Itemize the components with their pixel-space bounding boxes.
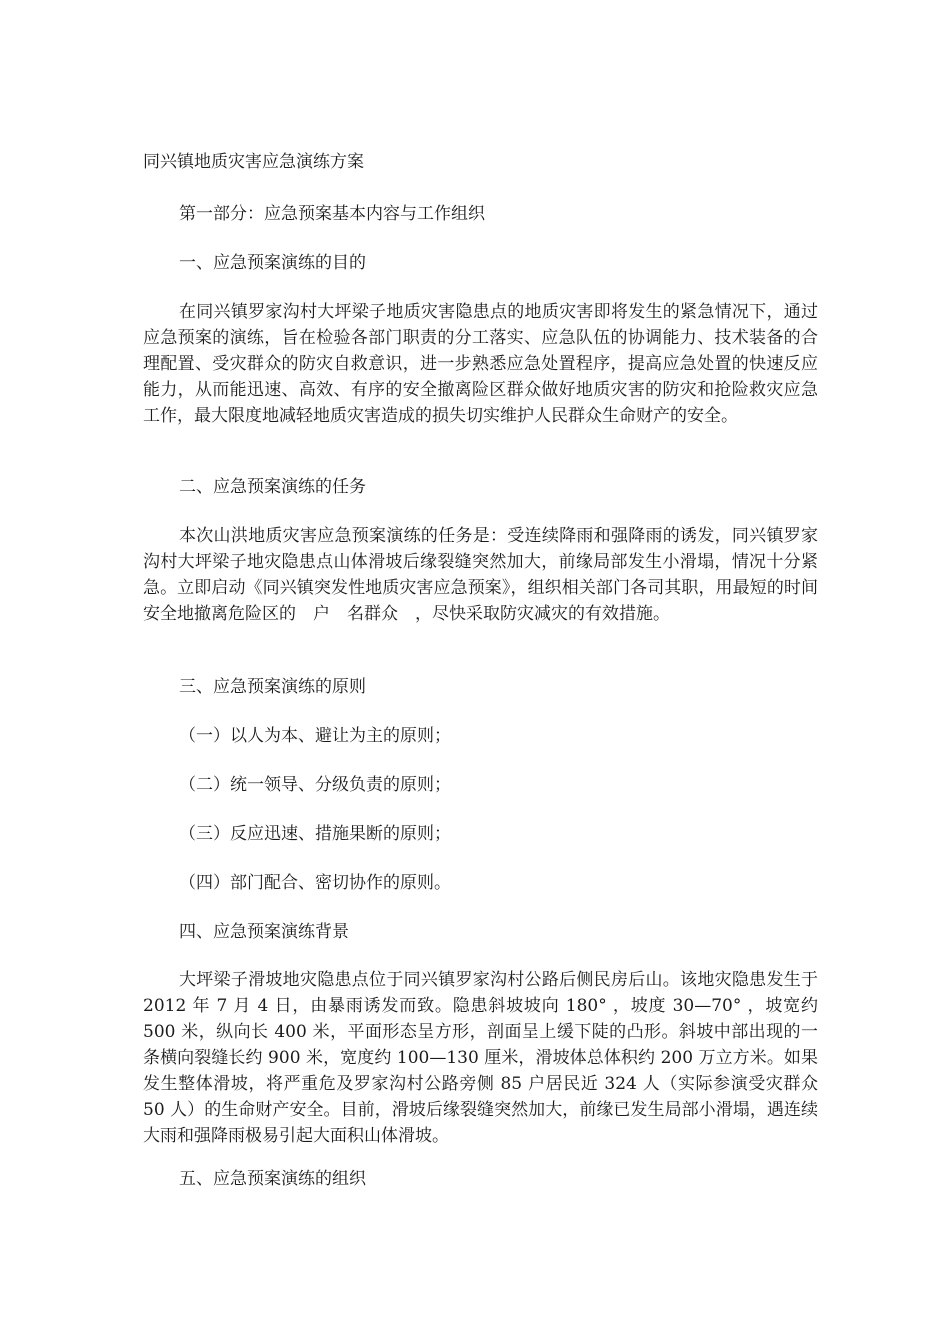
section5-heading: 五、应急预案演练的组织 bbox=[179, 1169, 366, 1189]
section4-heading: 四、应急预案演练背景 bbox=[179, 922, 349, 942]
section2-heading: 二、应急预案演练的任务 bbox=[179, 477, 366, 497]
principle-item: （一）以人为本、避让为主的原则； bbox=[179, 726, 451, 746]
principle-item: （三）反应迅速、措施果断的原则； bbox=[179, 824, 451, 844]
section1-heading: 一、应急预案演练的目的 bbox=[179, 253, 366, 273]
document-title: 同兴镇地质灾害应急演练方案 bbox=[143, 152, 364, 172]
part1-heading: 第一部分：应急预案基本内容与工作组织 bbox=[179, 204, 485, 224]
section3-heading: 三、应急预案演练的原则 bbox=[179, 677, 366, 697]
principle-item: （四）部门配合、密切协作的原则。 bbox=[179, 873, 451, 893]
principle-item: （二）统一领导、分级负责的原则； bbox=[179, 775, 451, 795]
section2-body: 本次山洪地质灾害应急预案演练的任务是：受连续降雨和强降雨的诱发，同兴镇罗家沟村大坪梁子地灾隐患点山体滑坡后缘裂缝突然加大，前缘局部发生小滑塌，情况十分紧急。立即启动《同兴镇突发性地质灾害应急预案》，组织相关部门各司其职，用最短的时间安全地撤离危险区的 户 名群众 ，尽快采取防灾减灾的有效措施。 bbox=[143, 526, 818, 624]
section1-body: 在同兴镇罗家沟村大坪梁子地质灾害隐患点的地质灾害即将发生的紧急情况下，通过应急预案的演练，旨在检验各部门职责的分工落实、应急队伍的协调能力、技术装备的合理配置、受灾群众的防灾自救意识，进一步熟悉应急处置程序，提高应急处置的快速反应能力，从而能迅速、高效、有序的安全撤离险区群众做好地质灾害的防灾和抢险救灾应急工作，最大限度地减轻地质灾害造成的损失切实维护人民群众生命财产的安全。 bbox=[143, 302, 818, 426]
section4-body: 大坪梁子滑坡地灾隐患点位于同兴镇罗家沟村公路后侧民房后山。该地灾隐患发生于 2012 年 7 月 4 日，由暴雨诱发而致。隐患斜坡坡向 180° ，坡度 30—70° ，坡宽约 500 米，纵向长 400 米，平面形态呈方形，剖面呈上缓下陡的凸形。斜坡中部出现的一条横向裂缝长约 900 米，宽度约 100—130 厘米，滑坡体总体积约 200 万立方米。如果发生整体滑坡，将严重危及罗家沟村公路旁侧 85 户居民近 324 人（实际参演受灾群众 50 人）的生命财产安全。目前，滑坡后缘裂缝突然加大，前缘已发生局部小滑塌，遇连续大雨和强降雨极易引起大面积山体滑坡。 bbox=[143, 970, 818, 1146]
